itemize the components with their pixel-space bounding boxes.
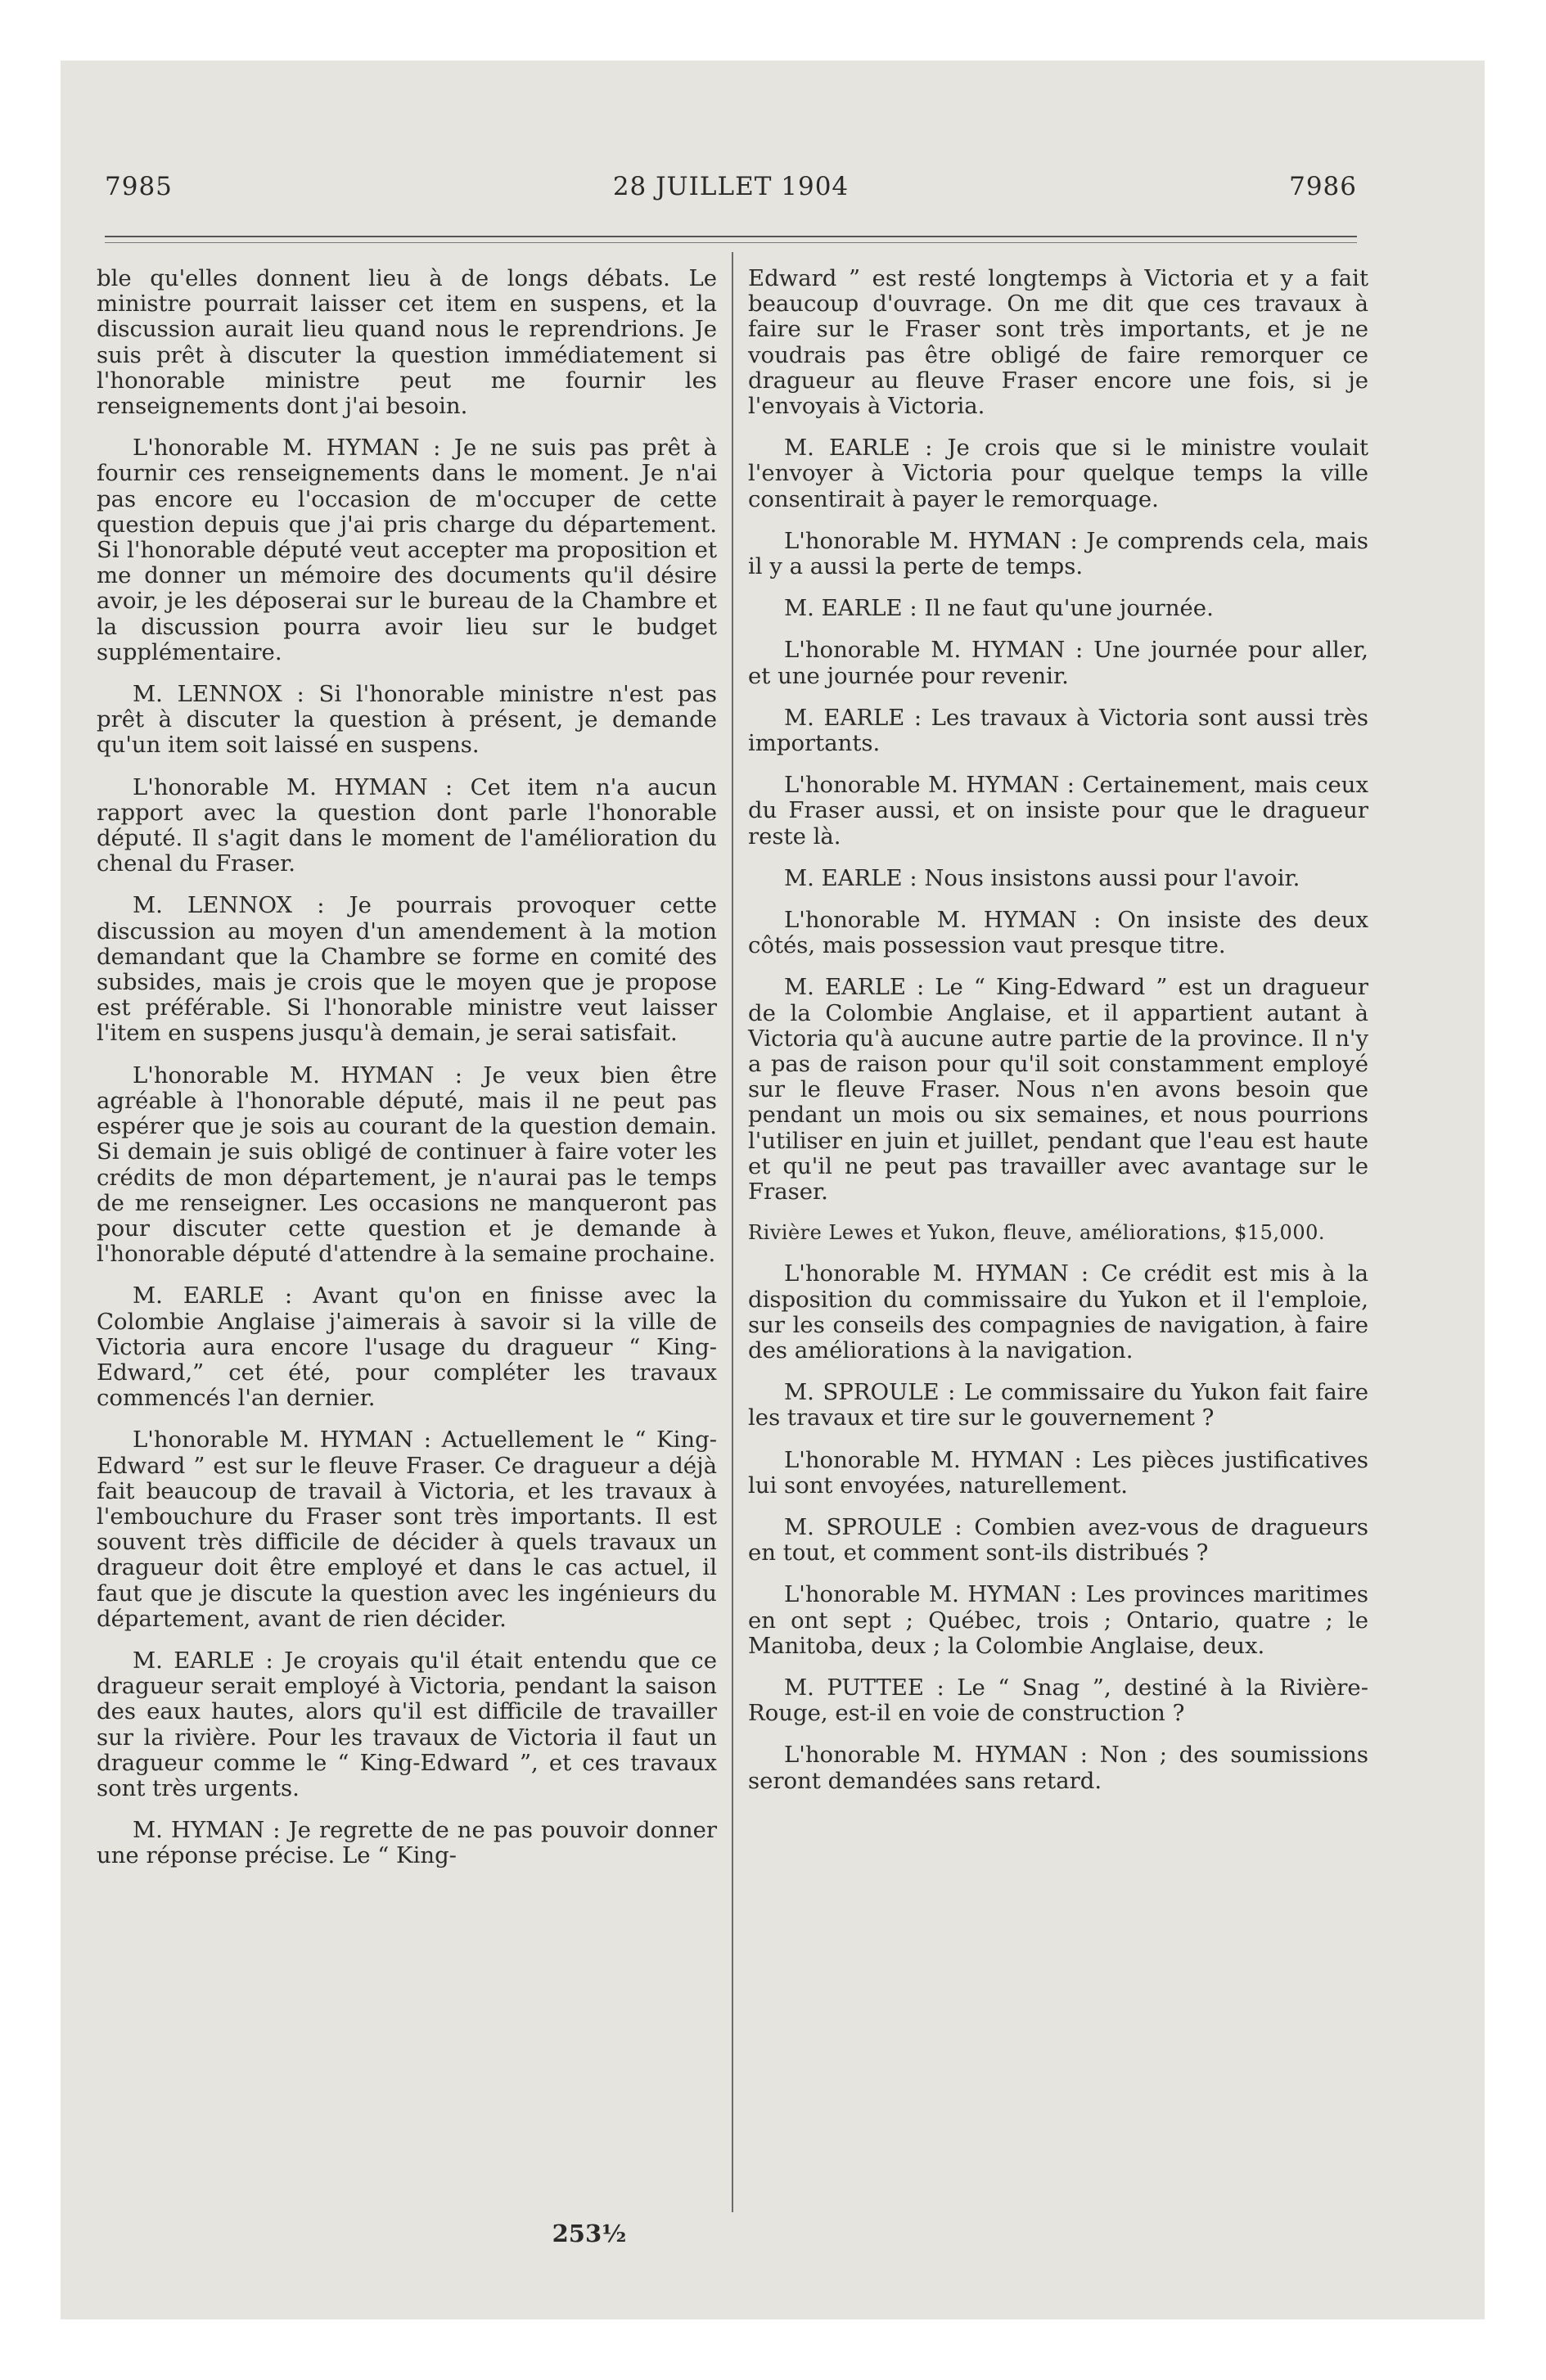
paragraph: M. EARLE : Le “ King-Edward ” est un dragueur de la Colombie Anglaise, et il appartient autant à Victoria qu'à aucune autre partie de la province. Il n'y a pas de raison pour qu'il soit constamment employé sur le fleuve Fraser. Nous n'en avons besoin que pendant un mois ou six semaines, et nous pourrions l'utiliser en juin et juillet, pendant que l'eau est haute et qu'il ne peut pas travailler avec avantage sur le Fraser. — [748, 974, 1368, 1206]
paragraph: L'honorable M. HYMAN : Ce crédit est mis à la disposition du commissaire du Yukon et il l'emploie, sur les conseils des compagnies de navigation, à faire des améliorations à la navigation. — [748, 1260, 1368, 1364]
paragraph: M. PUTTEE : Le “ Snag ”, destiné à la Rivière-Rouge, est-il en voie de construction ? — [748, 1674, 1368, 1727]
paragraph: L'honorable M. HYMAN : Je ne suis pas prêt à fournir ces renseignements dans le moment. Je n'ai pas encore eu l'occasion de m'occuper de cette question depuis que j'ai pris charge du département. Si l'honorable député veut accepter ma proposition et me donner un mémoire des documents qu'il désire avoir, je les déposerai sur le bureau de la Chambre et la discussion pourra avoir lieu sur le budget supplémentaire. — [97, 435, 717, 665]
paragraph: L'honorable M. HYMAN : On insiste des deux côtés, mais possession vaut presque titre. — [748, 907, 1368, 959]
header-rule-thin — [105, 242, 1357, 243]
paragraph: M. EARLE : Il ne faut qu'une journée. — [784, 595, 1214, 622]
paragraph: M. EARLE : Je croyais qu'il était entendu que ce dragueur serait employé à Victoria, pendant la saison des eaux hautes, alors qu'il est difficile de travailler sur la rivière. Pour les travaux de Victoria il faut un dragueur comme le “ King-Edward ”, et ces travaux sont très urgents. — [97, 1647, 717, 1801]
paragraph: ble qu'elles donnent lieu à de longs débats. Le ministre pourrait laisser cet item en suspens, et la discussion aurait lieu quand nous le reprendrions. Je suis prêt à discuter la question immédiatement si l'honorable ministre peut me fournir les renseignements dont j'ai besoin. — [97, 265, 717, 420]
paragraph: M. EARLE : Nous insistons aussi pour l'avoir. — [784, 864, 1300, 891]
left-column — [97, 266, 717, 1886]
paragraph: L'honorable M. HYMAN : Actuellement le “ King-Edward ” est sur le fleuve Fraser. Ce dragueur a déjà fait beaucoup de travail à Victoria, et les travaux à l'embouchure du Fraser sont très importants. Il est souvent très difficile de décider à quels travaux un dragueur doit être employé et dans le cas actuel, il faut que je discute la question avec les ingénieurs du département, avant de rien décider. — [97, 1427, 717, 1632]
paragraph: L'honorable M. HYMAN : Cet item n'a aucun rapport avec la question dont parle l'honorable député. Il s'agit dans le moment de l'amélioration du chenal du Fraser. — [97, 773, 717, 877]
paragraph: M. EARLE : Avant qu'on en finisse avec la Colombie Anglaise j'aimerais à savoir si la ville de Victoria aura encore l'usage du dragueur “ King-Edward,” cet été, pour compléter les travaux commencés l'an dernier. — [97, 1282, 717, 1412]
paragraph: M. HYMAN : Je regrette de ne pas pouvoir donner une réponse précise. Le “ King- — [97, 1817, 717, 1869]
paragraph: L'honorable M. HYMAN : Je comprends cela, mais il y a aussi la perte de temps. — [748, 527, 1368, 580]
column-divider — [732, 252, 733, 2212]
page-number-right: 7986 — [1289, 172, 1357, 201]
paragraph: L'honorable M. HYMAN : Je veux bien être agréable à l'honorable député, mais il ne peut pas espérer que je sois au courant de la question demain. Si demain je suis obligé de continuer à faire voter les crédits de mon département, je n'aurai pas le temps de me renseigner. Les occasions ne manqueront pas pour discuter cette question et je demande à l'honorable député d'attendre à la semaine prochaine. — [97, 1062, 717, 1268]
paragraph: M. EARLE : Les travaux à Victoria sont aussi très importants. — [748, 704, 1368, 757]
header-rule — [105, 236, 1357, 237]
signature-mark: 253½ — [552, 2220, 627, 2247]
budget-item-heading: Rivière Lewes et Yukon, fleuve, améliorations, $15,000. — [748, 1221, 1325, 1245]
page-date: 28 JUILLET 1904 — [612, 172, 850, 201]
paragraph: L'honorable M. HYMAN : Non ; des soumissions seront demandées sans retard. — [748, 1742, 1368, 1794]
paragraph: Edward ” est resté longtemps à Victoria et y a fait beaucoup d'ouvrage. On me dit que ces travaux à faire sur le Fraser sont très importants, et je ne voudrais pas être obligé de faire remorquer ce dragueur au fleuve Fraser encore une fois, si je l'envoyais à Victoria. — [748, 265, 1368, 420]
paragraph: M. LENNOX : Si l'honorable ministre n'est pas prêt à discuter la question à présent, je demande qu'un item soit laissé en suspens. — [97, 681, 717, 759]
paragraph: L'honorable M. HYMAN : Les pièces justificatives lui sont envoyées, naturellement. — [748, 1446, 1368, 1499]
paragraph: M. SPROULE : Le commissaire du Yukon fait faire les travaux et tire sur le gouvernement ? — [748, 1379, 1368, 1431]
paragraph: M. SPROULE : Combien avez-vous de dragueurs en tout, et comment sont-ils distribués ? — [748, 1513, 1368, 1566]
right-column — [748, 266, 1368, 1810]
paragraph: L'honorable M. HYMAN : Certainement, mais ceux du Fraser aussi, et on insiste pour que le dragueur reste là. — [748, 772, 1368, 850]
paragraph: M. LENNOX : Je pourrais provoquer cette discussion au moyen d'un amendement à la motion demandant que la Chambre se forme en comité des subsides, mais je crois que le moyen que je propose est préférable. Si l'honorable ministre veut laisser l'item en suspens jusqu'à demain, je serai satisfait. — [97, 892, 717, 1047]
page-header — [105, 172, 1357, 205]
paragraph: M. EARLE : Je crois que si le ministre voulait l'envoyer à Victoria pour quelque temps la ville consentirait à payer le remorquage. — [748, 435, 1368, 512]
page-number-left: 7985 — [105, 172, 173, 201]
paragraph: L'honorable M. HYMAN : Les provinces maritimes en ont sept ; Québec, trois ; Ontario, quatre ; le Manitoba, deux ; la Colombie Anglaise, deux. — [748, 1581, 1368, 1659]
paragraph: L'honorable M. HYMAN : Une journée pour aller, et une journée pour revenir. — [748, 637, 1368, 689]
